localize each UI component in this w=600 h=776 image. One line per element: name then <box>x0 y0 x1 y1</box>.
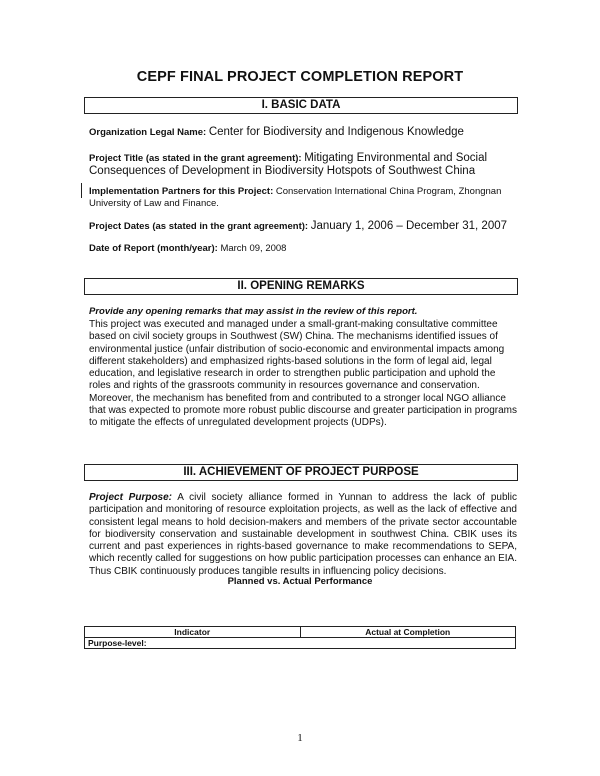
section-heading-opening-remarks: II. OPENING REMARKS <box>84 278 518 295</box>
project-dates-field <box>89 220 519 233</box>
performance-table-title: Planned vs. Actual Performance <box>227 576 373 587</box>
partners-value: Conservation International China Program, Zhongnan University of Law and Finance. <box>89 186 502 209</box>
section-heading-basic-data: I. BASIC DATA <box>84 97 518 114</box>
table-header-row <box>85 627 516 638</box>
indicator-column-header: Indicator <box>85 627 301 638</box>
report-date-value: March 09, 2008 <box>220 243 287 254</box>
table-row <box>85 638 516 649</box>
actual-column-header: Actual at Completion <box>300 627 516 638</box>
section-heading-achievement: III. ACHIEVEMENT OF PROJECT PURPOSE <box>84 464 518 481</box>
project-dates-label: Project Dates (as stated in the grant agreement): <box>89 221 309 232</box>
org-name-field <box>89 126 519 139</box>
project-dates-value: January 1, 2006 – December 31, 2007 <box>310 220 508 232</box>
project-purpose-label: Project Purpose: <box>89 492 173 503</box>
partners-label: Implementation Partners for this Project: <box>89 186 274 197</box>
project-title-field <box>89 152 519 178</box>
partners-field <box>89 186 519 210</box>
performance-table <box>84 626 516 649</box>
page-number: 1 <box>297 732 303 744</box>
project-purpose-text: A civil society alliance formed in Yunnan to address the lack of public participation and monitoring of resource exploitation projects, as well as the lack of effective and consistent legal means to hold decision-makers and members of the private sector accountable for biodiversity conservation and sustainable development in southwest China. CBIK uses its current and past experiences in rights-based governance to make recommendations to SEPA, which recently called for suggestions on how public participation processes can enhance an EIA. Thus CBIK continuously produces tangible results in influencing policy decisions. <box>89 492 517 577</box>
project-title-value: Mitigating Environmental and Social Consequences of Development in Biodiversity Hotspots of Southwest China <box>89 152 488 177</box>
report-date-label: Date of Report (month/year): <box>89 243 218 254</box>
org-name-label: Organization Legal Name: <box>89 127 207 138</box>
opening-remarks-body: This project was executed and managed under a small-grant-making consultative committee based on civil society groups in Southwest (SW) China. The mechanisms identified issues of environmental justice (unfair distribution of socio-economic and environmental impacts among different stakeholders) and emphasized rights-based solutions in the form of legal aid, legal education, and legislative research in order to strengthen public participation and uphold the roles and rights of the grassroots community in resources governance and conservation. Moreover, the mechanism has benefited from and contributed to a stronger local NGO alliance that was expected to promote more robust public discourse and greater participation in programs to mitigate the effects of unregulated development projects (UDPs). <box>89 319 518 429</box>
text-cursor <box>81 183 82 198</box>
opening-remarks-prompt: Provide any opening remarks that may assist in the review of this report. <box>89 306 418 317</box>
report-date-field <box>89 243 519 255</box>
project-title-label: Project Title (as stated in the grant agreement): <box>89 153 302 164</box>
project-purpose-paragraph <box>89 492 517 578</box>
purpose-level-label: Purpose-level: <box>85 638 516 649</box>
report-title: CEPF FINAL PROJECT COMPLETION REPORT <box>136 69 464 85</box>
org-name-value: Center for Biodiversity and Indigenous Knowledge <box>208 126 464 138</box>
